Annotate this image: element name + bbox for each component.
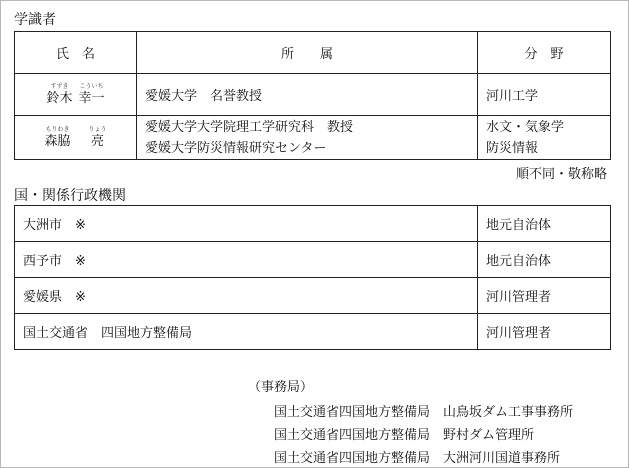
expert-row: [15, 74, 611, 116]
given-name-kanji: 幸一: [78, 90, 105, 106]
expert-field: [478, 74, 611, 116]
ordering-note: 順不同・敬称略: [515, 167, 607, 182]
office-title: （事務局）: [248, 380, 314, 395]
family-name-kanji: 鈴木: [46, 90, 73, 106]
experts-table: [14, 31, 611, 160]
office-line: 国土交通省四国地方整備局 大洲河川国道事務所: [274, 451, 561, 466]
given-name-kanji: 亮: [91, 133, 105, 149]
family-name-reading: すずき: [50, 82, 69, 90]
agency-role: 河川管理者: [478, 314, 611, 350]
agency-role: 地元自治体: [478, 242, 611, 278]
agency-name: 愛媛県 ※: [15, 278, 478, 314]
agency-role: 地元自治体: [478, 206, 611, 242]
family-name: [46, 84, 72, 105]
header-affiliation: 所 属: [137, 32, 478, 74]
agencies-title: 国・関係行政機関: [14, 188, 126, 204]
given-name-reading: りょう: [88, 125, 107, 133]
agency-row: [15, 242, 611, 278]
given-name-reading: こういち: [79, 82, 104, 90]
expert-affiliation: [137, 116, 478, 160]
office-line: 国土交通省四国地方整備局 野村ダム管理所: [274, 428, 535, 443]
affiliation-line: 愛媛大学 名誉教授: [145, 89, 263, 104]
agency-name: 大洲市 ※: [15, 206, 478, 242]
expert-affiliation: [137, 74, 478, 116]
expert-row: [15, 116, 611, 160]
field-line: 防災情報: [486, 140, 539, 156]
agency-row: [15, 278, 611, 314]
family-name-kanji: 森脇: [44, 133, 71, 149]
agencies-table: [14, 205, 611, 350]
expert-name: [15, 74, 137, 116]
agency-name: 西予市 ※: [15, 242, 478, 278]
agency-row: [15, 206, 611, 242]
agency-row: [15, 314, 611, 350]
family-name-reading: もりわき: [45, 125, 70, 133]
experts-header-row: [15, 32, 611, 74]
affiliation-line: 愛媛大学防災情報研究センター: [145, 140, 327, 156]
family-name: [44, 127, 70, 148]
agency-role: 河川管理者: [478, 278, 611, 314]
given-name: [79, 84, 105, 105]
office-line: 国土交通省四国地方整備局 山鳥坂ダム工事事務所: [274, 405, 574, 420]
given-name: [89, 127, 107, 148]
expert-field: [478, 116, 611, 160]
header-field: 分 野: [478, 32, 611, 74]
field-line: 河川工学: [486, 89, 539, 104]
header-name: 氏 名: [15, 32, 137, 74]
agency-name: 国土交通省 四国地方整備局: [15, 314, 478, 350]
expert-name: [15, 116, 137, 160]
affiliation-line: 愛媛大学大学院理工学研究科 教授: [145, 119, 354, 135]
experts-title: 学識者: [14, 12, 56, 28]
field-line: 水文・気象学: [486, 119, 565, 135]
